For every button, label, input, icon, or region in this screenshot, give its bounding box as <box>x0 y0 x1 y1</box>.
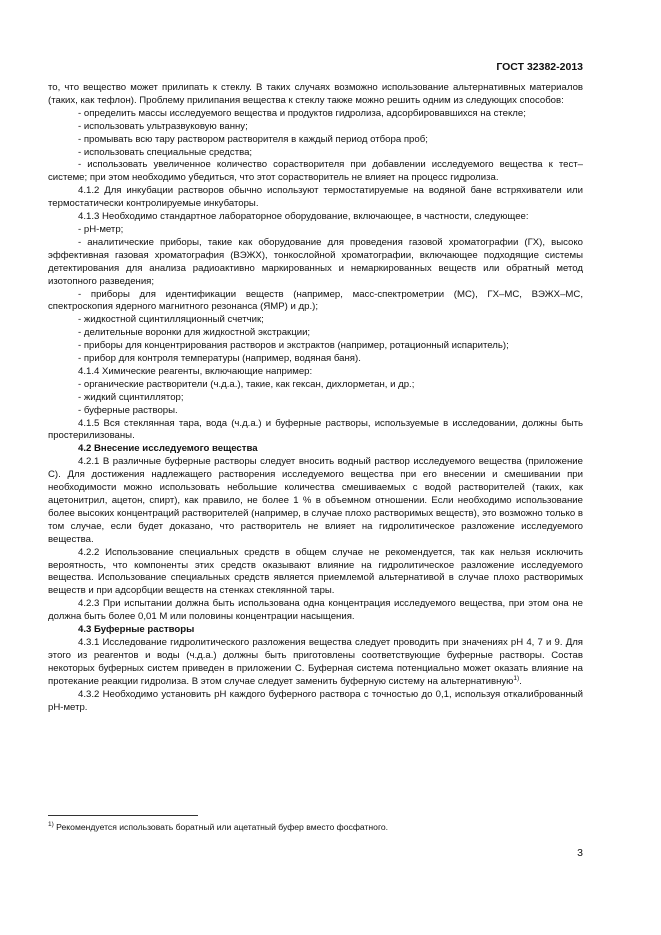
paragraph: 4.1.3 Необходимо стандартное лабораторное оборудование, включающее, в частности, следующее: <box>78 211 529 223</box>
list-item: - промывать всю тару раствором растворителя в каждый период отбора проб; <box>78 133 428 145</box>
list-item: - жидкий сцинтиллятор; <box>78 391 184 403</box>
paragraph-end: . <box>519 675 522 687</box>
paragraph <box>48 637 583 689</box>
paragraph: 4.2.2 Использование специальных средств в общем случае не рекомендуется, так как нельзя исключить вероятность, что компоненты этих средств оказывают влияние на гидролитическое разложение исследуемого вещества. Использование специальных средств является приемлемой альтернативой в случае плохо растворимых веществ и при адсорбции веществ на стенках стеклянной тары. <box>48 546 583 597</box>
footnote <box>48 822 583 833</box>
list-item: - прибор для контроля температуры (например, водяная баня). <box>78 353 361 365</box>
list-item: - использовать увеличенное количество сорастворителя при добавлении исследуемого вещества к тест–системе; при этом необходимо убедиться, что этот сорастворитель не влияет на процесс гидролиза. <box>48 159 583 184</box>
paragraph: 4.2.3 При испытании должна быть использована одна концентрация исследуемого вещества, при этом она не должна быть более 0,01 М или половины концентрации насыщения. <box>48 598 583 623</box>
list-item: - приборы для концентрирования растворов и экстрактов (например, ротационный испаритель); <box>78 340 509 352</box>
list-item: - буферные растворы. <box>78 404 178 416</box>
list-item: - жидкостной сцинтилляционный счетчик; <box>78 314 264 326</box>
document-code: ГОСТ 32382-2013 <box>496 61 583 73</box>
footnote-reference[interactable]: 1) <box>513 674 520 682</box>
section-heading: 4.3 Буферные растворы <box>78 624 195 636</box>
list-item: - делительные воронки для жидкостной экстракции; <box>78 327 311 339</box>
list-item: - определить массы исследуемого вещества и продуктов гидролиза, адсорбировавшихся на стекле; <box>78 107 526 119</box>
list-item: - органические растворители (ч.д.а.), такие, как гексан, дихлорметан, и др.; <box>78 378 415 390</box>
paragraph: 4.1.5 Вся стеклянная тара, вода (ч.д.а.) и буферные растворы, используемые в исследовании, должны быть простерилизованы. <box>48 417 583 442</box>
list-item: - приборы для идентификации веществ (например, масс-спектрометрии (МС), ГХ–МС, ВЭЖХ–МС, спектроскопия ядерного магнитного резонанса (ЯМР) и др.); <box>48 288 583 313</box>
list-item: - использовать специальные средства; <box>78 146 253 158</box>
footnote-mark: 1) <box>48 821 54 829</box>
paragraph: 4.2.1 В различные буферные растворы следует вносить водный раствор исследуемого вещества (приложение С). Для достижения надлежащего растворения исследуемого вещества при его внесении и смешивании при необходимости можно использовать небольшие количества смешиваемых с водой растворителей (таких, как ацетонитрил, ацетон, спирт), как правило, не более 1 % в объемном отношении. Если необходимо использование более высоких концентраций растворителей (например, в случае плохо растворимых веществ), это возможно только в том случае, если будет доказано, что растворитель не влияет на гидролитическое разложение исследуемого вещества. <box>48 456 583 545</box>
paragraph-text: 4.3.1 Исследование гидролитического разложения вещества следует проводить при значениях рН 4, 7 и 9. Для этого из реагентов и воды (ч.д.а.) должны быть приготовлены соответствующие буферные растворы. Состав некоторых буферных систем приведен в приложении С. Буферная система потенциально может оказать влияние на протекание реакции гидролиза. В этом случае следует заменить буферную систему на альтернативную <box>48 636 583 687</box>
footnote-text: Рекомендуется использовать боратный или ацетатный буфер вместо фосфатного. <box>56 822 389 832</box>
paragraph: 4.1.2 Для инкубации растворов обычно используют термостатируемые на водяной бане встряхиватели или термостатически контролируемые инкубаторы. <box>48 185 583 210</box>
section-heading: 4.2 Внесение исследуемого вещества <box>78 443 258 455</box>
paragraph: 4.3.2 Необходимо установить рН каждого буферного раствора с точностью до 0,1, используя откалиброванный рН-метр. <box>48 688 583 713</box>
page-number: 3 <box>577 847 583 859</box>
list-item: - pH-метр; <box>78 223 124 235</box>
paragraph: то, что вещество может прилипать к стеклу. В таких случаях возможно использование альтернативных материалов (таких, как тефлон). Проблему прилипания вещества к стеклу также можно решить одним из следующих способов: <box>48 82 583 106</box>
list-item: - аналитические приборы, такие как оборудование для проведения газовой хроматографии (ГХ), высоко эффективная газовая хроматография (ВЭЖХ), тонкослойной хроматографии, включающее подходящие системы детектирования для анализа радиоактивно маркированных и немаркированных веществ или обратный метод изотопного разведения; <box>48 236 583 287</box>
page-body <box>48 82 583 714</box>
footnote-separator <box>48 815 198 816</box>
paragraph: 4.1.4 Химические реагенты, включающие например: <box>78 365 313 377</box>
list-item: - использовать ультразвуковую ванну; <box>78 120 248 132</box>
